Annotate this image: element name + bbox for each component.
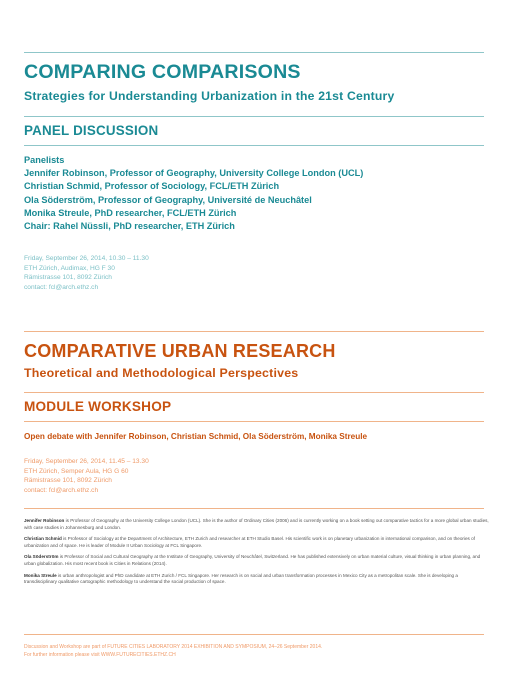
- divider-panel-bottom: [24, 145, 484, 146]
- footer: [24, 643, 322, 659]
- panelist: Jennifer Robinson, Professor of Geography, University College London (UCL): [24, 168, 364, 179]
- panelist: Ola Söderström, Professor of Geography, Université de Neuchâtel: [24, 194, 312, 205]
- workshop-contact[interactable]: contact: fcl@arch.ethz.ch: [24, 486, 99, 494]
- panel-section-heading: PANEL DISCUSSION: [24, 123, 159, 138]
- footer-note: Discussion and Workshop are part of FUTURE CITIES LABORATORY 2014 EXHIBITION AND SYMPOSIUM, 24–26 September 2014.: [24, 644, 323, 650]
- bio-text: is Professor of Geography at the University College London (UCL). She is the author of Ordinary Cities (2006) and is currently working on a book setting out comparative tactics for a more global urban studies, with case studies in Johannesburg and London.: [24, 518, 489, 530]
- panel-subtitle: Strategies for Understanding Urbanization in the 21st Century: [24, 89, 395, 103]
- bio-name: Jennifer Robinson: [24, 518, 65, 523]
- workshop-debate: [24, 430, 367, 443]
- panel-title: COMPARING COMPARISONS: [24, 61, 301, 83]
- divider-footer: [24, 634, 484, 635]
- divider-workshop-top: [24, 331, 484, 332]
- panelists-heading: Panelists: [24, 155, 65, 165]
- bio-text: is Professor of Sociology at the Department of Architecture, ETH Zurich and researcher at ETH Studio Basel. His scientific work is on planetary urbanization in international comparison, and on theories of urbanization and of space. He is leader of Module II Urban Sociology at FCL Singapore.: [24, 536, 475, 548]
- panelist: Christian Schmid, Professor of Sociology, FCL/ETH Zürich: [24, 181, 280, 192]
- bio-paragraph: [24, 518, 490, 531]
- divider-workshop-bottom: [24, 421, 484, 422]
- bio-paragraph: [24, 554, 490, 567]
- workshop-subtitle: Theoretical and Methodological Perspectives: [24, 366, 299, 380]
- workshop-address: Rämistrasse 101, 8092 Zürich: [24, 477, 112, 485]
- bio-name: Christian Schmid: [24, 536, 62, 542]
- panelist: Monika Streule, PhD researcher, FCL/ETH Zürich: [24, 207, 237, 218]
- panelists-list: [24, 154, 363, 233]
- panel-details: [24, 254, 149, 292]
- biographies: [24, 518, 490, 591]
- panel-address: Rämistrasse 101, 8092 Zürich: [24, 274, 112, 282]
- divider-panel-top: [24, 116, 484, 117]
- footer-link[interactable]: For further information please visit WWW.FUTURECITIES.ETHZ.CH: [24, 652, 176, 658]
- bio-name: Ola Söderström: [24, 554, 59, 560]
- bio-text: is urban anthropologist and PhD candidate at ETH Zurich / FCL Singapore. Her research is on social and urban transformation processes in Mexico City as a metropolitan scale. She is developing a transdisciplinary qualitative cartographic methodology to understand the social production of space.: [24, 572, 458, 585]
- divider-bios-top: [24, 508, 484, 509]
- workshop-details: [24, 457, 149, 495]
- divider-workshop-mid: [24, 392, 484, 393]
- panel-venue: ETH Zürich, Audimax, HG F 30: [24, 264, 115, 272]
- workshop-title: COMPARATIVE URBAN RESEARCH: [24, 341, 336, 361]
- workshop-venue: ETH Zürich, Semper Aula, HG G 60: [24, 467, 129, 475]
- divider-top: [24, 52, 484, 53]
- panel-chair: Chair: Rahel Nüssli, PhD researcher, ETH Zürich: [24, 221, 235, 232]
- bio-name: Monika Streule: [24, 572, 57, 578]
- bio-text: is Professor of Social and Cultural Geography at the Institute of Geography, University of Neuchâtel, Switzerland. He has published extensively on urban material culture, visual thinking in urban planning, and urban globalization. His most recent book is Cities in Relations (2014).: [24, 554, 481, 566]
- workshop-section-heading: MODULE WORKSHOP: [24, 399, 172, 414]
- panel-date: Friday, September 26, 2014, 10.30 – 11.30: [24, 255, 149, 262]
- panel-contact[interactable]: contact: fcl@arch.ethz.ch: [24, 283, 99, 291]
- bio-paragraph: [24, 536, 490, 549]
- bio-paragraph: [24, 573, 490, 586]
- debate-line: Open debate with Jennifer Robinson, Christian Schmid, Ola Söderström, Monika Streule: [24, 432, 368, 441]
- workshop-date: Friday, September 26, 2014, 11.45 – 13.30: [24, 458, 149, 465]
